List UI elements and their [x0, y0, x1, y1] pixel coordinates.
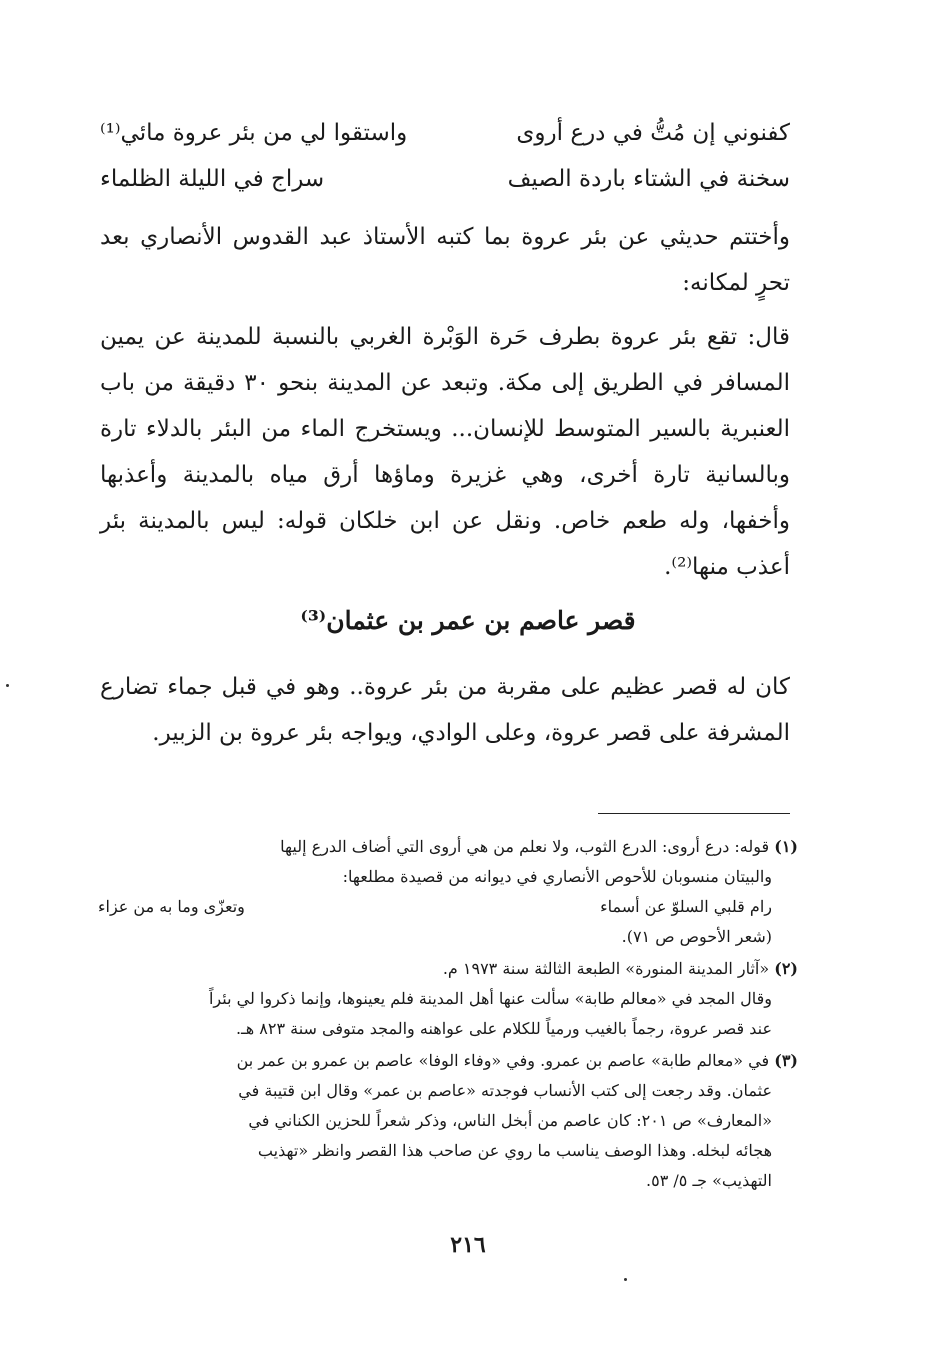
footnote-2-line-2: وقال المجد في «معالم طابة» سألت عنها أهل المدينة فلم يعينوها، وإنما ذكروا لي بئراً — [208, 989, 772, 1008]
footnote-1-source: (شعر الأحوص ص ٧١). — [621, 927, 772, 946]
footnote-1 — [98, 832, 798, 952]
footnote-3-line-5: التهذيب» جـ ٥/ ٥٣. — [646, 1171, 772, 1190]
footnote-1-line-2: والبيتان منسوبان للأحوص الأنصاري في ديوانه من قصيدة مطلعها: — [342, 867, 772, 886]
intro-paragraph: وأختتم حديثي عن بئر عروة بما كتبه الأستاذ عبد القدوس الأنصاري بعد تحرٍ لمكانه: — [100, 224, 790, 296]
footnote-3-line-2: عثمان. وقد رجعت إلى كتب الأنساب فوجدته «عاصم بن عمر» وقال ابن قتيبة في — [238, 1081, 772, 1100]
footnote-2-line-1: «آثار المدينة المنورة» الطبعة الثالثة سنة ١٩٧٣ م. — [442, 959, 770, 978]
verse-line-2 — [100, 156, 790, 202]
footnote-2 — [98, 954, 798, 1044]
footnote-2-number: (٢) — [774, 959, 798, 978]
footnote-3-line-3: «المعارف» ص ٢٠١: كان عاصم من أبخل الناس، وذكر شعراً للحزين الكناني في — [248, 1111, 772, 1130]
footnote-3-number: (٣) — [774, 1051, 798, 1070]
scan-speck — [6, 684, 9, 687]
qasr-paragraph: كان له قصر عظيم على مقربة من بئر عروة.. وهو في قبل جماء تضارع المشرفة على قصر عروة، وعلى الوادي، ويواجه بئر عروة بن الزبير. — [100, 674, 790, 746]
poem-verse — [100, 110, 790, 202]
footnotes — [98, 832, 798, 1198]
verse-2-second-hemistich: سراج في الليلة الظلماء — [100, 166, 325, 192]
footnote-1-verse-right: رام قلبي السلوّ عن أسماء — [600, 897, 772, 916]
footnote-1-number: (١) — [774, 837, 798, 856]
footnote-3 — [98, 1046, 798, 1196]
footnote-1-line-1: قوله: درع أروى: الدرع الثوب، ولا نعلم من هي أروى التي أضاف الدرع إليها — [280, 837, 770, 856]
verse-2-first-hemistich: سخنة في الشتاء باردة الصيف — [507, 166, 790, 192]
section-heading: قصر عاصم بن عمر بن عثمان⁽³⁾ — [300, 606, 636, 635]
footnote-3-line-4: هجائه لبخله. وهذا الوصف يناسب ما روي عن صاحب هذا القصر وانظر «تهذيب — [257, 1141, 772, 1160]
page-number: ٢١٦ — [450, 1232, 486, 1258]
quote-paragraph: قال: تقع بئر عروة بطرف حَرة الوَبْرة الغربي بالنسبة للمدينة عن يمين المسافر في الطريق إلى مكة. وتبعد عن المدينة بنحو ٣٠ دقيقة من باب العنبرية بالسير المتوسط للإنسان... ويستخرج الماء من البئر بالدلاء تارة وبالسانية تارة أخرى، وهي غزيرة وماؤها أرق مياه بالمدينة وأعذبها وأخفها، وله طعم خاص. ونقل عن ابن خلكان قوله: ليس بالمدينة بئر أعذب منها⁽²⁾. — [100, 324, 790, 580]
footnote-3-line-1: في «معالم طابة» عاصم بن عمرو. وفي «وفاء الوفا» عاصم بن عمرو بن عمر بن — [236, 1051, 770, 1070]
verse-line-1 — [100, 110, 790, 156]
verse-1-second-hemistich: واستقوا لي من بئر عروة مائي⁽¹⁾ — [100, 120, 408, 146]
footnote-1-verse — [98, 892, 798, 922]
footnote-2-line-3: عند قصر عروة، رجماً بالغيب ورمياً للكلام على عواهنه والمجد متوفى سنة ٨٢٣ هـ. — [235, 1019, 772, 1038]
verse-1-first-hemistich: كفنوني إن مُتُّ في درع أروى — [516, 120, 790, 146]
scan-speck — [624, 1278, 627, 1281]
footnote-1-verse-left: وتعزّى وما به من عزاء — [98, 897, 245, 916]
footnote-separator — [598, 813, 790, 814]
